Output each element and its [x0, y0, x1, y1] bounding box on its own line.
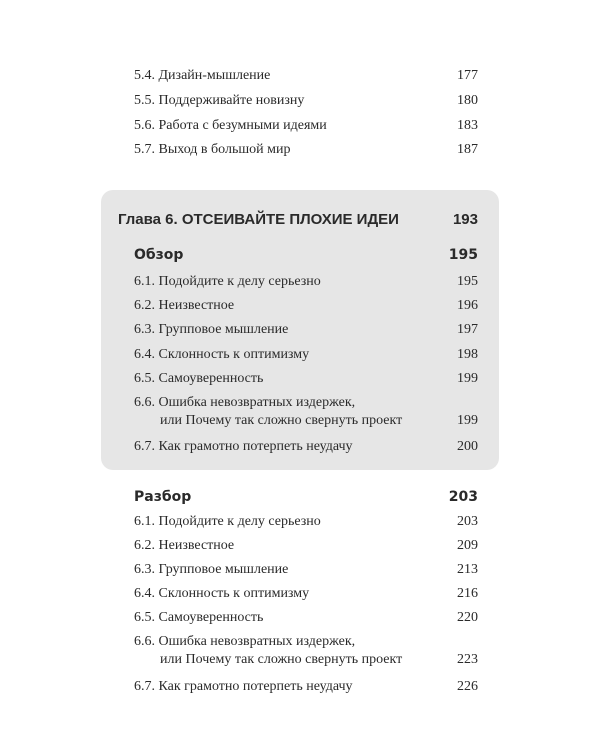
toc-entry-5-4[interactable]	[134, 67, 478, 85]
toc-entry-title: 6.7. Как грамотно потерпеть неудачу	[134, 439, 353, 454]
toc-entry-page: 220	[457, 610, 478, 625]
toc-entry-title: 6.3. Групповое мышление	[134, 562, 289, 577]
toc-entry-title: 6.6. Ошибка невозвратных издержек,	[134, 634, 356, 649]
analysis-entry-6-2[interactable]	[134, 537, 478, 555]
toc-entry-title: 6.5. Самоуверенность	[134, 610, 264, 625]
toc-entry-5-6[interactable]	[134, 117, 478, 135]
toc-entry-title: 6.1. Подойдите к делу серьезно	[134, 514, 321, 529]
analysis-entry-6-5[interactable]	[134, 609, 478, 627]
overview-entry-6-6[interactable]	[134, 394, 478, 434]
toc-entry-page: 198	[457, 347, 478, 362]
overview-entry-6-4[interactable]	[134, 346, 478, 364]
toc-entry-page: 196	[457, 298, 478, 313]
analysis-entry-6-1[interactable]	[134, 513, 478, 531]
analysis-entry-6-3[interactable]	[134, 561, 478, 579]
toc-entry-title: 6.4. Склонность к оптимизму	[134, 347, 310, 362]
toc-entry-page: 197	[457, 322, 478, 337]
toc-entry-page: 199	[457, 413, 478, 428]
toc-entry-title: 6.3. Групповое мышление	[134, 322, 289, 337]
analysis-entry-6-7[interactable]	[134, 678, 478, 696]
toc-entry-title: 6.2. Неизвестное	[134, 298, 235, 313]
toc-entry-page: 199	[457, 371, 478, 386]
overview-entry-6-2[interactable]	[134, 297, 478, 315]
toc-entry-page: 203	[457, 514, 478, 529]
toc-entry-5-7[interactable]	[134, 141, 478, 159]
analysis-entry-6-6[interactable]	[134, 633, 478, 673]
toc-entry-title-continued: или Почему так сложно свернуть проект	[160, 413, 403, 428]
analysis-entry-6-4[interactable]	[134, 585, 478, 603]
overview-entry-6-3[interactable]	[134, 321, 478, 339]
section-title: Разбор	[134, 489, 192, 505]
toc-entry-title: 5.7. Выход в большой мир	[134, 142, 291, 157]
toc-entry-title: 6.1. Подойдите к делу серьезно	[134, 274, 321, 289]
overview-entry-6-5[interactable]	[134, 370, 478, 388]
toc-entry-page: 187	[457, 142, 478, 157]
toc-entry-title: 5.4. Дизайн-мышление	[134, 68, 271, 83]
toc-entry-page: 200	[457, 439, 478, 454]
toc-entry-page: 216	[457, 586, 478, 601]
toc-entry-title: 6.5. Самоуверенность	[134, 371, 264, 386]
toc-entry-title: 6.7. Как грамотно потерпеть неудачу	[134, 679, 353, 694]
toc-entry-title: 6.2. Неизвестное	[134, 538, 235, 553]
toc-entry-title: 5.6. Работа с безумными идеями	[134, 118, 327, 133]
toc-entry-page: 223	[457, 652, 478, 667]
chapter-6-heading[interactable]	[118, 210, 478, 230]
section-analysis-heading[interactable]	[134, 487, 478, 507]
toc-entry-title: 6.6. Ошибка невозвратных издержек,	[134, 395, 356, 410]
toc-entry-title-continued: или Почему так сложно свернуть проект	[160, 652, 403, 667]
toc-entry-5-5[interactable]	[134, 92, 478, 110]
section-page: 203	[448, 489, 478, 505]
chapter-page: 193	[452, 211, 478, 228]
section-title: Обзор	[134, 247, 184, 263]
toc-entry-title: 6.4. Склонность к оптимизму	[134, 586, 310, 601]
toc-entry-page: 195	[457, 274, 478, 289]
chapter-title: Глава 6. ОТСЕИВАЙТЕ ПЛОХИЕ ИДЕИ	[118, 211, 399, 228]
toc-entry-page: 226	[457, 679, 478, 694]
toc-entry-page: 183	[457, 118, 478, 133]
overview-entry-6-7[interactable]	[134, 438, 478, 456]
overview-entry-6-1[interactable]	[134, 273, 478, 291]
section-overview-heading[interactable]	[134, 245, 478, 265]
toc-entry-page: 180	[457, 93, 478, 108]
toc-entry-page: 209	[457, 538, 478, 553]
toc-entry-page: 177	[457, 68, 478, 83]
toc-entry-page: 213	[457, 562, 478, 577]
toc-entry-title: 5.5. Поддерживайте новизну	[134, 93, 305, 108]
section-page: 195	[448, 247, 478, 263]
